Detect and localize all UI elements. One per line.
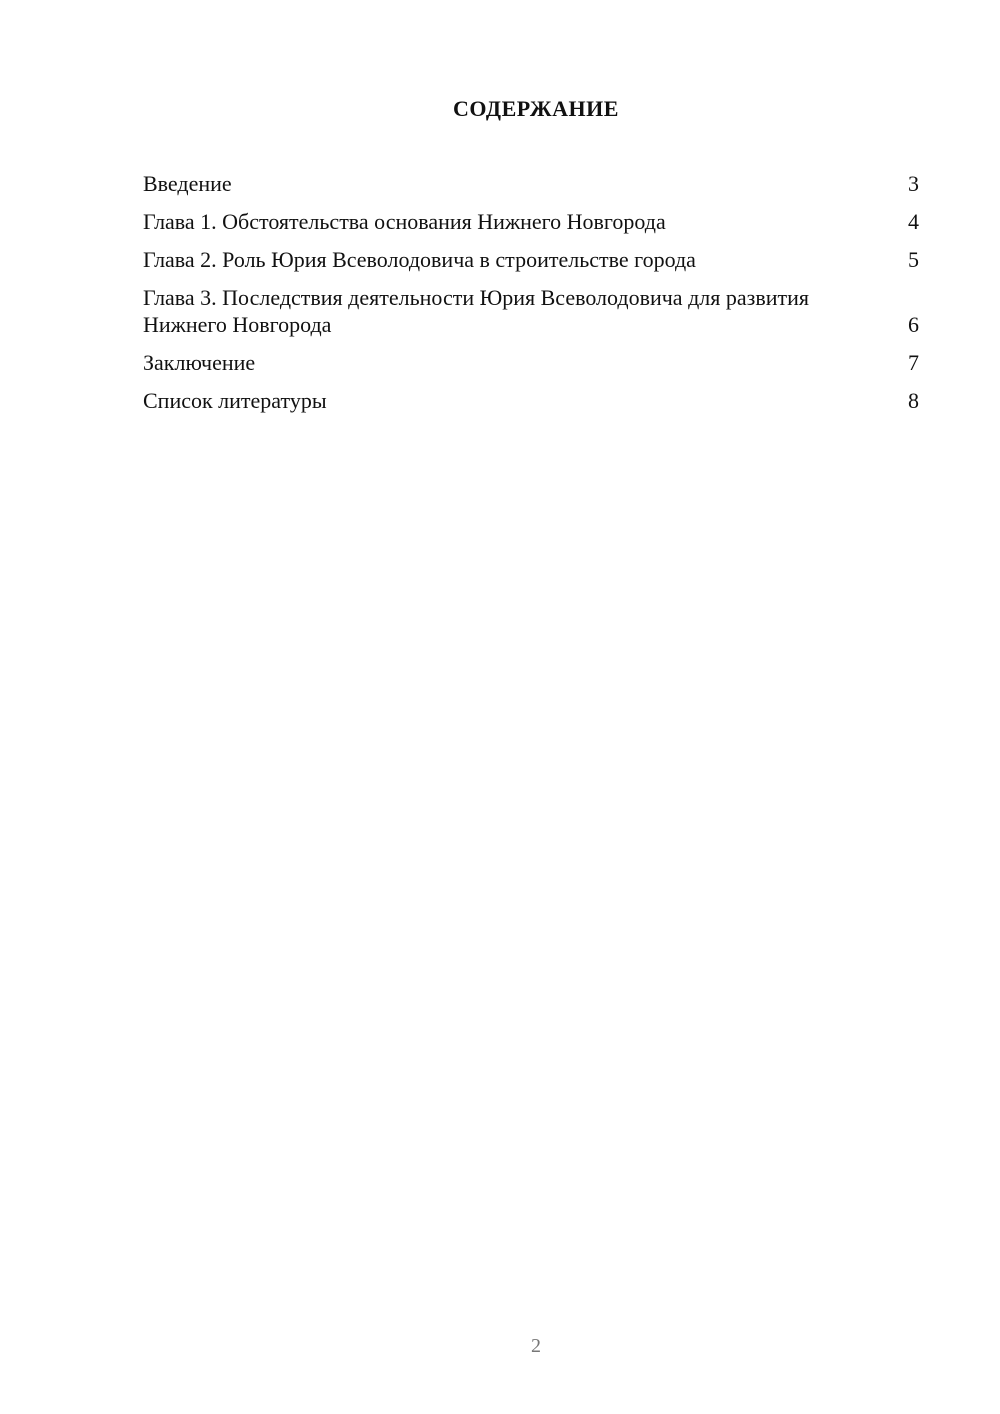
toc-entry-label: Глава 2. Роль Юрия Всеволодовича в строительстве города [143, 247, 696, 272]
toc-entry-page: 4 [908, 209, 919, 234]
toc-entry-conclusion [143, 349, 919, 376]
toc-entry-label: Глава 1. Обстоятельства основания Нижнего Новгорода [143, 209, 666, 234]
toc-entry-chapter-1 [143, 208, 919, 235]
page-title: СОДЕРЖАНИЕ [453, 96, 619, 121]
toc-entry-chapter-3 [143, 284, 919, 338]
toc-entry-label: Заключение [143, 350, 256, 375]
toc-entry-label: Глава 3. Последствия деятельности Юрия Всеволодовича для развития Нижнего Новгорода [143, 285, 809, 337]
toc-entry-chapter-2 [143, 246, 919, 273]
toc-entry-references [143, 387, 919, 414]
toc-entry-page: 6 [908, 312, 919, 337]
toc-entry-page: 3 [908, 171, 919, 196]
toc-entry-page: 8 [908, 388, 919, 413]
toc-entry-introduction [143, 170, 919, 197]
toc-entry-label: Введение [143, 171, 232, 196]
toc-entry-label: Список литературы [143, 388, 327, 413]
table-of-contents [143, 170, 919, 425]
toc-entry-page: 5 [908, 247, 919, 272]
page-number: 2 [531, 1335, 541, 1357]
toc-entry-page: 7 [908, 350, 919, 375]
